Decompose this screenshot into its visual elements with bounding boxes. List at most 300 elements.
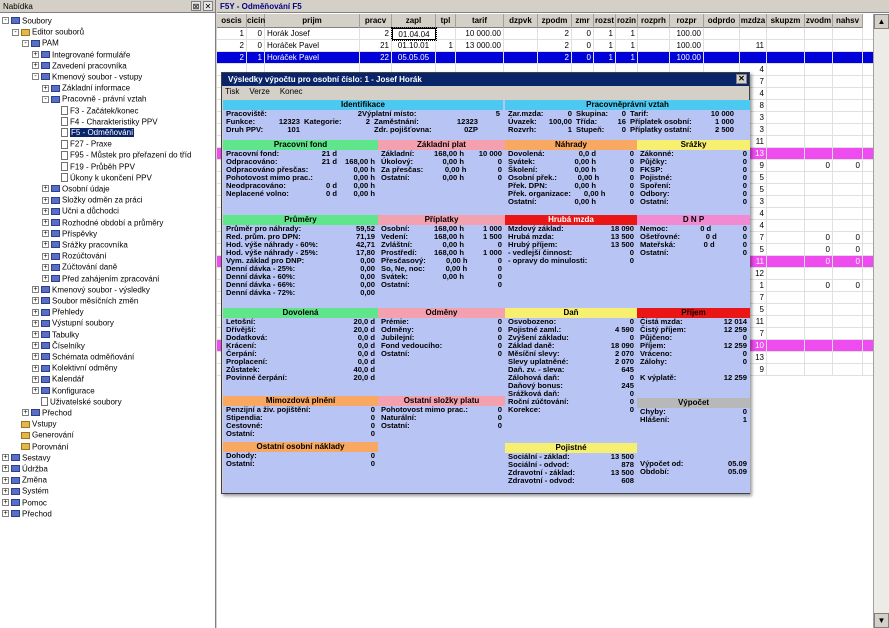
- tree-node[interactable]: [42, 228, 97, 239]
- cell-skupzm[interactable]: [767, 196, 805, 208]
- expand-icon[interactable]: +: [33, 375, 38, 383]
- cell-zvodm[interactable]: [805, 208, 833, 220]
- cell-rozin[interactable]: 1: [616, 52, 638, 64]
- expand-icon[interactable]: +: [3, 476, 8, 484]
- cell-zvodm[interactable]: [805, 136, 833, 148]
- cell-mzdza[interactable]: 1: [740, 280, 767, 292]
- cell-dzpvk[interactable]: [504, 52, 538, 64]
- cell-nahsv[interactable]: [833, 64, 863, 76]
- cell-zpodm[interactable]: 2: [538, 52, 572, 64]
- cell-mzdza[interactable]: 5: [740, 244, 767, 256]
- tree-node[interactable]: [52, 172, 152, 183]
- cell-cicin[interactable]: 1: [247, 52, 265, 64]
- cell-mzdza[interactable]: 9: [740, 160, 767, 172]
- cell-skupzm[interactable]: [767, 280, 805, 292]
- cell-zvodm[interactable]: [805, 352, 833, 364]
- cell-nahsv[interactable]: [833, 328, 863, 340]
- cell-nahsv[interactable]: [833, 76, 863, 88]
- tree-node[interactable]: [42, 273, 159, 284]
- expand-icon[interactable]: +: [43, 84, 48, 92]
- cell-zmr[interactable]: 0: [572, 52, 594, 64]
- cell-skupzm[interactable]: [767, 88, 805, 100]
- expand-icon[interactable]: +: [3, 510, 8, 518]
- expand-icon[interactable]: +: [33, 308, 38, 316]
- cell-dzpvk[interactable]: [504, 40, 538, 52]
- tree-node[interactable]: [32, 295, 138, 306]
- column-header-tpl[interactable]: tpl: [436, 14, 456, 28]
- cell-skupzm[interactable]: [767, 316, 805, 328]
- cell-zvodm[interactable]: [805, 268, 833, 280]
- result-label: 1 000: [482, 224, 502, 233]
- cell-mzdza[interactable]: 13: [740, 352, 767, 364]
- menu-item-verze[interactable]: Verze: [249, 87, 270, 96]
- scroll-down-icon[interactable]: ▼: [874, 613, 889, 628]
- tree-node[interactable]: [32, 329, 79, 340]
- cell-mzdza[interactable]: 9: [740, 364, 767, 376]
- column-header-zapl[interactable]: zapl: [392, 14, 436, 28]
- cell-mzdza[interactable]: 12: [740, 268, 767, 280]
- cell-zvodm[interactable]: [805, 64, 833, 76]
- cell-nahsv[interactable]: [833, 268, 863, 280]
- cell-zvodm[interactable]: 0: [805, 160, 833, 172]
- cell-pracv[interactable]: 22: [360, 52, 392, 64]
- tree-node[interactable]: [32, 396, 122, 407]
- tree-node[interactable]: [2, 508, 52, 519]
- cell-nahsv[interactable]: [833, 208, 863, 220]
- cell-nahsv[interactable]: 0: [833, 256, 863, 268]
- cell-mzdza[interactable]: 8: [740, 100, 767, 112]
- collapse-icon[interactable]: -: [12, 29, 19, 36]
- cell-rozst[interactable]: 1: [594, 28, 616, 40]
- tree-node[interactable]: [32, 317, 114, 328]
- cell-skupzm[interactable]: [767, 40, 805, 52]
- expand-icon[interactable]: +: [33, 386, 38, 394]
- column-header-rozst[interactable]: rozst: [594, 14, 616, 28]
- menu-item-konec[interactable]: Konec: [279, 87, 303, 96]
- cell-tpl[interactable]: [436, 52, 456, 64]
- cell-mzdza[interactable]: 5: [740, 184, 767, 196]
- tree-node[interactable]: [42, 82, 130, 93]
- cell-nahsv[interactable]: [833, 352, 863, 364]
- cell-mzdza[interactable]: 7: [740, 292, 767, 304]
- tree-node[interactable]: [52, 138, 112, 149]
- column-header-oscis[interactable]: oscis: [217, 14, 247, 28]
- expand-icon[interactable]: +: [33, 286, 38, 294]
- cell-tarif[interactable]: 13 000.00: [456, 40, 504, 52]
- cell-skupzm[interactable]: [767, 220, 805, 232]
- result-line: [505, 198, 637, 206]
- tree-node-label: Rozhodné období a průměry: [62, 217, 164, 227]
- table-row[interactable]: [217, 52, 873, 64]
- cell-nahsv[interactable]: [833, 172, 863, 184]
- tree-node[interactable]: [52, 116, 158, 127]
- tree-node[interactable]: [32, 385, 95, 396]
- cell-nahsv[interactable]: [833, 340, 863, 352]
- expand-icon[interactable]: +: [3, 487, 8, 495]
- cell-zvodm[interactable]: 0: [805, 232, 833, 244]
- tree-node[interactable]: [2, 485, 49, 496]
- cell-zvodm[interactable]: [805, 100, 833, 112]
- cell-nahsv[interactable]: [833, 364, 863, 376]
- column-header-tarif[interactable]: tarif: [456, 14, 504, 28]
- tree-node[interactable]: [42, 261, 117, 272]
- column-header-zvodm[interactable]: zvodm: [805, 14, 833, 28]
- result-label: Fond vedoucího:: [381, 341, 443, 350]
- column-header-skupzm[interactable]: skupzm: [767, 14, 805, 28]
- cell-mzdza[interactable]: 3: [740, 196, 767, 208]
- tree-node[interactable]: [2, 497, 47, 508]
- expand-icon[interactable]: +: [33, 50, 38, 58]
- cell-rozst[interactable]: 1: [594, 52, 616, 64]
- cell-pracv[interactable]: 21: [360, 40, 392, 52]
- tree-node[interactable]: [12, 429, 74, 440]
- result-value: 21 d: [321, 149, 337, 158]
- tree-node[interactable]: [12, 26, 84, 37]
- cell-skupzm[interactable]: [767, 64, 805, 76]
- expand-icon[interactable]: +: [43, 241, 48, 249]
- cell-prijm[interactable]: Horáček Pavel: [265, 52, 360, 64]
- cell-oscis[interactable]: 1: [217, 28, 247, 40]
- result-value: 0,00 h: [445, 256, 468, 265]
- expand-icon[interactable]: +: [43, 230, 48, 238]
- cell-zpodm[interactable]: 2: [538, 28, 572, 40]
- table-row[interactable]: [217, 28, 873, 40]
- cell-skupzm[interactable]: [767, 268, 805, 280]
- cell-mzdza[interactable]: 11: [740, 136, 767, 148]
- cell-mzdza[interactable]: 5: [740, 304, 767, 316]
- cell-zvodm[interactable]: [805, 220, 833, 232]
- cell-skupzm[interactable]: [767, 232, 805, 244]
- column-header-nahsv[interactable]: nahsv: [833, 14, 863, 28]
- cell-rozpr[interactable]: 100.00: [670, 52, 704, 64]
- tree-node[interactable]: [32, 71, 142, 82]
- result-label: Naturální:: [381, 413, 417, 422]
- cell-skupzm[interactable]: [767, 208, 805, 220]
- cell-nahsv[interactable]: [833, 184, 863, 196]
- cell-dzpvk[interactable]: [504, 28, 538, 40]
- tree-node[interactable]: [52, 161, 135, 172]
- column-header-mzdza[interactable]: mzdza: [740, 14, 767, 28]
- cell-odprdo[interactable]: [704, 52, 740, 64]
- column-header-prijm[interactable]: prijm: [265, 14, 360, 28]
- cell-nahsv[interactable]: [833, 292, 863, 304]
- expand-icon[interactable]: +: [33, 342, 38, 350]
- cell-mzdza[interactable]: 13: [740, 148, 767, 160]
- tree-node[interactable]: [2, 15, 52, 26]
- cell-odprdo[interactable]: [704, 28, 740, 40]
- cell-tarif[interactable]: 10 000.00: [456, 28, 504, 40]
- cell-zvodm[interactable]: [805, 292, 833, 304]
- collapse-icon[interactable]: -: [2, 17, 9, 24]
- cell-zvodm[interactable]: [805, 304, 833, 316]
- cell-rozin[interactable]: 1: [616, 28, 638, 40]
- cell-tarif[interactable]: [456, 52, 504, 64]
- cell-nahsv[interactable]: [833, 40, 863, 52]
- cell-skupzm[interactable]: [767, 172, 805, 184]
- collapse-icon[interactable]: -: [42, 96, 49, 103]
- tree-node[interactable]: [52, 149, 191, 160]
- cell-zapl[interactable]: 01.10.01: [392, 40, 436, 52]
- expand-icon[interactable]: +: [33, 62, 38, 70]
- expand-icon[interactable]: +: [43, 218, 48, 226]
- tree-node[interactable]: [22, 37, 59, 48]
- cell-mzdza[interactable]: 4: [740, 220, 767, 232]
- cell-zvodm[interactable]: 0: [805, 244, 833, 256]
- result-label: Ostatní:: [381, 280, 410, 289]
- tree-node[interactable]: [22, 407, 72, 418]
- cell-mzdza[interactable]: 7: [740, 76, 767, 88]
- cell-cicin[interactable]: 0: [247, 28, 265, 40]
- expand-icon[interactable]: +: [3, 454, 8, 462]
- result-value: 0: [567, 109, 572, 118]
- cell-rozprh[interactable]: [638, 40, 670, 52]
- cell-mzdza[interactable]: 11: [740, 316, 767, 328]
- result-value: 71,19: [355, 232, 375, 241]
- result-value: 0,00 h: [577, 173, 600, 182]
- tree-node[interactable]: [42, 250, 106, 261]
- cell-skupzm[interactable]: [767, 304, 805, 316]
- tree-node[interactable]: [52, 105, 138, 116]
- cell-zapl[interactable]: 01.04.04: [392, 28, 436, 40]
- pin-icon[interactable]: ⊠: [192, 2, 200, 11]
- vertical-scrollbar[interactable]: [873, 14, 889, 628]
- expand-icon[interactable]: +: [43, 252, 48, 260]
- menu-item-tisk[interactable]: Tisk: [225, 87, 240, 96]
- cell-zmr[interactable]: 0: [572, 28, 594, 40]
- tree-node[interactable]: [12, 441, 68, 452]
- cell-skupzm[interactable]: [767, 52, 805, 64]
- tree-node[interactable]: [32, 351, 134, 362]
- cell-nahsv[interactable]: [833, 124, 863, 136]
- cell-mzdza[interactable]: [740, 28, 767, 40]
- expand-icon[interactable]: +: [33, 364, 38, 372]
- cell-oscis[interactable]: 2: [217, 52, 247, 64]
- expand-icon[interactable]: +: [33, 330, 38, 338]
- cell-nahsv[interactable]: [833, 112, 863, 124]
- cell-nahsv[interactable]: [833, 148, 863, 160]
- expand-icon[interactable]: +: [33, 297, 38, 305]
- result-value: 0: [742, 157, 747, 166]
- result-label: Neplacené volno:: [226, 189, 289, 198]
- result-value: 0: [370, 421, 375, 430]
- column-header-rozpr[interactable]: rozpr: [670, 14, 704, 28]
- cell-cicin[interactable]: 0: [247, 40, 265, 52]
- cell-zvodm[interactable]: 0: [805, 256, 833, 268]
- cell-skupzm[interactable]: [767, 148, 805, 160]
- cell-skupzm[interactable]: [767, 100, 805, 112]
- tree-node[interactable]: [32, 306, 84, 317]
- cell-skupzm[interactable]: [767, 292, 805, 304]
- cell-nahsv[interactable]: [833, 220, 863, 232]
- result-value: 0: [621, 109, 626, 118]
- cell-zvodm[interactable]: [805, 40, 833, 52]
- cell-zvodm[interactable]: [805, 196, 833, 208]
- result-label: 168,00 h: [345, 157, 375, 166]
- cell-rozst[interactable]: 1: [594, 40, 616, 52]
- cell-skupzm[interactable]: [767, 112, 805, 124]
- expand-icon[interactable]: +: [3, 465, 8, 473]
- cell-mzdza[interactable]: 5: [740, 172, 767, 184]
- cell-zvodm[interactable]: 0: [805, 280, 833, 292]
- expand-icon[interactable]: +: [43, 185, 48, 193]
- collapse-icon[interactable]: -: [32, 73, 39, 80]
- dialog-close-icon[interactable]: ✕: [736, 74, 747, 84]
- cell-rozprh[interactable]: [638, 52, 670, 64]
- cell-tpl[interactable]: [436, 28, 456, 40]
- cell-mzdza[interactable]: 11: [740, 256, 767, 268]
- tree-node[interactable]: [42, 239, 128, 250]
- cell-nahsv[interactable]: [833, 100, 863, 112]
- tree-node[interactable]: [32, 60, 127, 71]
- cell-zvodm[interactable]: [805, 76, 833, 88]
- cell-zvodm[interactable]: [805, 148, 833, 160]
- tree-node[interactable]: [2, 463, 48, 474]
- cell-skupzm[interactable]: [767, 28, 805, 40]
- cell-mzdza[interactable]: 11: [740, 40, 767, 52]
- result-label: Odpracováno přesčas:: [226, 165, 309, 174]
- cell-tpl[interactable]: 1: [436, 40, 456, 52]
- tree-node[interactable]: [42, 183, 110, 194]
- cell-odprdo[interactable]: [704, 40, 740, 52]
- cell-skupzm[interactable]: [767, 340, 805, 352]
- cell-skupzm[interactable]: [767, 76, 805, 88]
- cell-zvodm[interactable]: [805, 364, 833, 376]
- cell-oscis[interactable]: 2: [217, 40, 247, 52]
- result-value: 0: [629, 405, 634, 414]
- expand-icon[interactable]: +: [43, 207, 48, 215]
- cell-prijm[interactable]: Horák Josef: [265, 28, 360, 40]
- table-row[interactable]: [217, 40, 873, 52]
- cell-nahsv[interactable]: [833, 196, 863, 208]
- expand-icon[interactable]: +: [3, 498, 8, 506]
- result-label: Pojistné:: [640, 173, 673, 182]
- result-value: 168,00 h: [434, 248, 464, 257]
- column-header-rozin[interactable]: rozin: [616, 14, 638, 28]
- expand-icon[interactable]: +: [33, 353, 38, 361]
- cell-skupzm[interactable]: [767, 160, 805, 172]
- cell-nahsv[interactable]: [833, 28, 863, 40]
- cell-zvodm[interactable]: [805, 28, 833, 40]
- column-header-rozprh[interactable]: rozprh: [638, 14, 670, 28]
- expand-icon[interactable]: +: [43, 196, 48, 204]
- column-header-pracv[interactable]: pracv: [360, 14, 392, 28]
- tree-node[interactable]: [42, 194, 142, 205]
- cell-nahsv[interactable]: [833, 136, 863, 148]
- cell-nahsv[interactable]: 0: [833, 160, 863, 172]
- cell-zvodm[interactable]: [805, 316, 833, 328]
- cell-skupzm[interactable]: [767, 328, 805, 340]
- cell-nahsv[interactable]: 0: [833, 232, 863, 244]
- tree-node[interactable]: [2, 452, 50, 463]
- column-header-zpodm[interactable]: zpodm: [538, 14, 572, 28]
- tree-node[interactable]: [32, 49, 130, 60]
- cell-skupzm[interactable]: [767, 352, 805, 364]
- cell-skupzm[interactable]: [767, 256, 805, 268]
- result-label: Svátek:: [508, 157, 536, 166]
- expand-icon[interactable]: +: [23, 409, 28, 417]
- main-panel-title: F5Y - Odměňování F5: [217, 0, 889, 13]
- cell-rozprh[interactable]: [638, 28, 670, 40]
- cell-mzdza[interactable]: 10: [740, 340, 767, 352]
- column-header-cicin[interactable]: cicin: [247, 14, 265, 28]
- cell-rozin[interactable]: 1: [616, 40, 638, 52]
- tree-node[interactable]: [12, 418, 56, 429]
- result-label: 0: [497, 240, 502, 249]
- cell-zvodm[interactable]: [805, 52, 833, 64]
- cell-prijm[interactable]: Horáček Pavel: [265, 40, 360, 52]
- close-icon[interactable]: ✕: [204, 2, 212, 11]
- cell-skupzm[interactable]: [767, 244, 805, 256]
- cell-skupzm[interactable]: [767, 364, 805, 376]
- tree-node[interactable]: [42, 93, 146, 104]
- expand-icon[interactable]: +: [43, 274, 48, 282]
- tree-node[interactable]: [32, 362, 117, 373]
- cell-zvodm[interactable]: [805, 184, 833, 196]
- cell-nahsv[interactable]: [833, 316, 863, 328]
- tree-node[interactable]: [2, 474, 47, 485]
- cell-zvodm[interactable]: [805, 172, 833, 184]
- tree-node-label: Pomoc: [22, 497, 47, 507]
- cell-mzdza[interactable]: 3: [740, 124, 767, 136]
- column-header-zmr[interactable]: zmr: [572, 14, 594, 28]
- cell-mzdza[interactable]: 4: [740, 208, 767, 220]
- cell-mzdza[interactable]: 4: [740, 88, 767, 100]
- cell-pracv[interactable]: 2: [360, 28, 392, 40]
- tree-node[interactable]: [42, 205, 119, 216]
- section-header: Dovolená: [223, 308, 378, 318]
- folder-blue-icon: [41, 73, 50, 80]
- tree-node-label: Uživatelské soubory: [50, 397, 122, 407]
- expand-icon[interactable]: +: [33, 319, 38, 327]
- cell-mzdza[interactable]: 7: [740, 232, 767, 244]
- cell-nahsv[interactable]: 0: [833, 244, 863, 256]
- cell-nahsv[interactable]: [833, 88, 863, 100]
- cell-mzdza[interactable]: [740, 52, 767, 64]
- tree-node[interactable]: [52, 127, 134, 138]
- cell-zvodm[interactable]: [805, 340, 833, 352]
- tree-node[interactable]: [32, 340, 85, 351]
- cell-nahsv[interactable]: 0: [833, 280, 863, 292]
- cell-skupzm[interactable]: [767, 124, 805, 136]
- tree-node[interactable]: [32, 284, 150, 295]
- section-header: Hrubá mzda: [505, 215, 637, 225]
- cell-skupzm[interactable]: [767, 136, 805, 148]
- cell-zvodm[interactable]: [805, 88, 833, 100]
- tree-node[interactable]: [32, 373, 84, 384]
- result-label: Úvazek:: [508, 117, 537, 126]
- cell-zvodm[interactable]: [805, 112, 833, 124]
- cell-zvodm[interactable]: [805, 124, 833, 136]
- cell-skupzm[interactable]: [767, 184, 805, 196]
- cell-zpodm[interactable]: 2: [538, 40, 572, 52]
- collapse-icon[interactable]: -: [22, 40, 29, 47]
- cell-mzdza[interactable]: 3: [740, 112, 767, 124]
- cell-nahsv[interactable]: [833, 52, 863, 64]
- cell-zmr[interactable]: 0: [572, 40, 594, 52]
- cell-mzdza[interactable]: 4: [740, 64, 767, 76]
- column-header-dzpvk[interactable]: dzpvk: [504, 14, 538, 28]
- expand-icon[interactable]: +: [43, 263, 48, 271]
- cell-rozpr[interactable]: 100.00: [670, 40, 704, 52]
- cell-zvodm[interactable]: [805, 328, 833, 340]
- cell-mzdza[interactable]: 7: [740, 328, 767, 340]
- cell-nahsv[interactable]: [833, 304, 863, 316]
- cell-zapl[interactable]: 05.05.05: [392, 52, 436, 64]
- scroll-up-icon[interactable]: ▲: [874, 14, 889, 29]
- column-header-odprdo[interactable]: odprdo: [704, 14, 740, 28]
- cell-rozpr[interactable]: 100.00: [670, 28, 704, 40]
- tree-node[interactable]: [42, 217, 163, 228]
